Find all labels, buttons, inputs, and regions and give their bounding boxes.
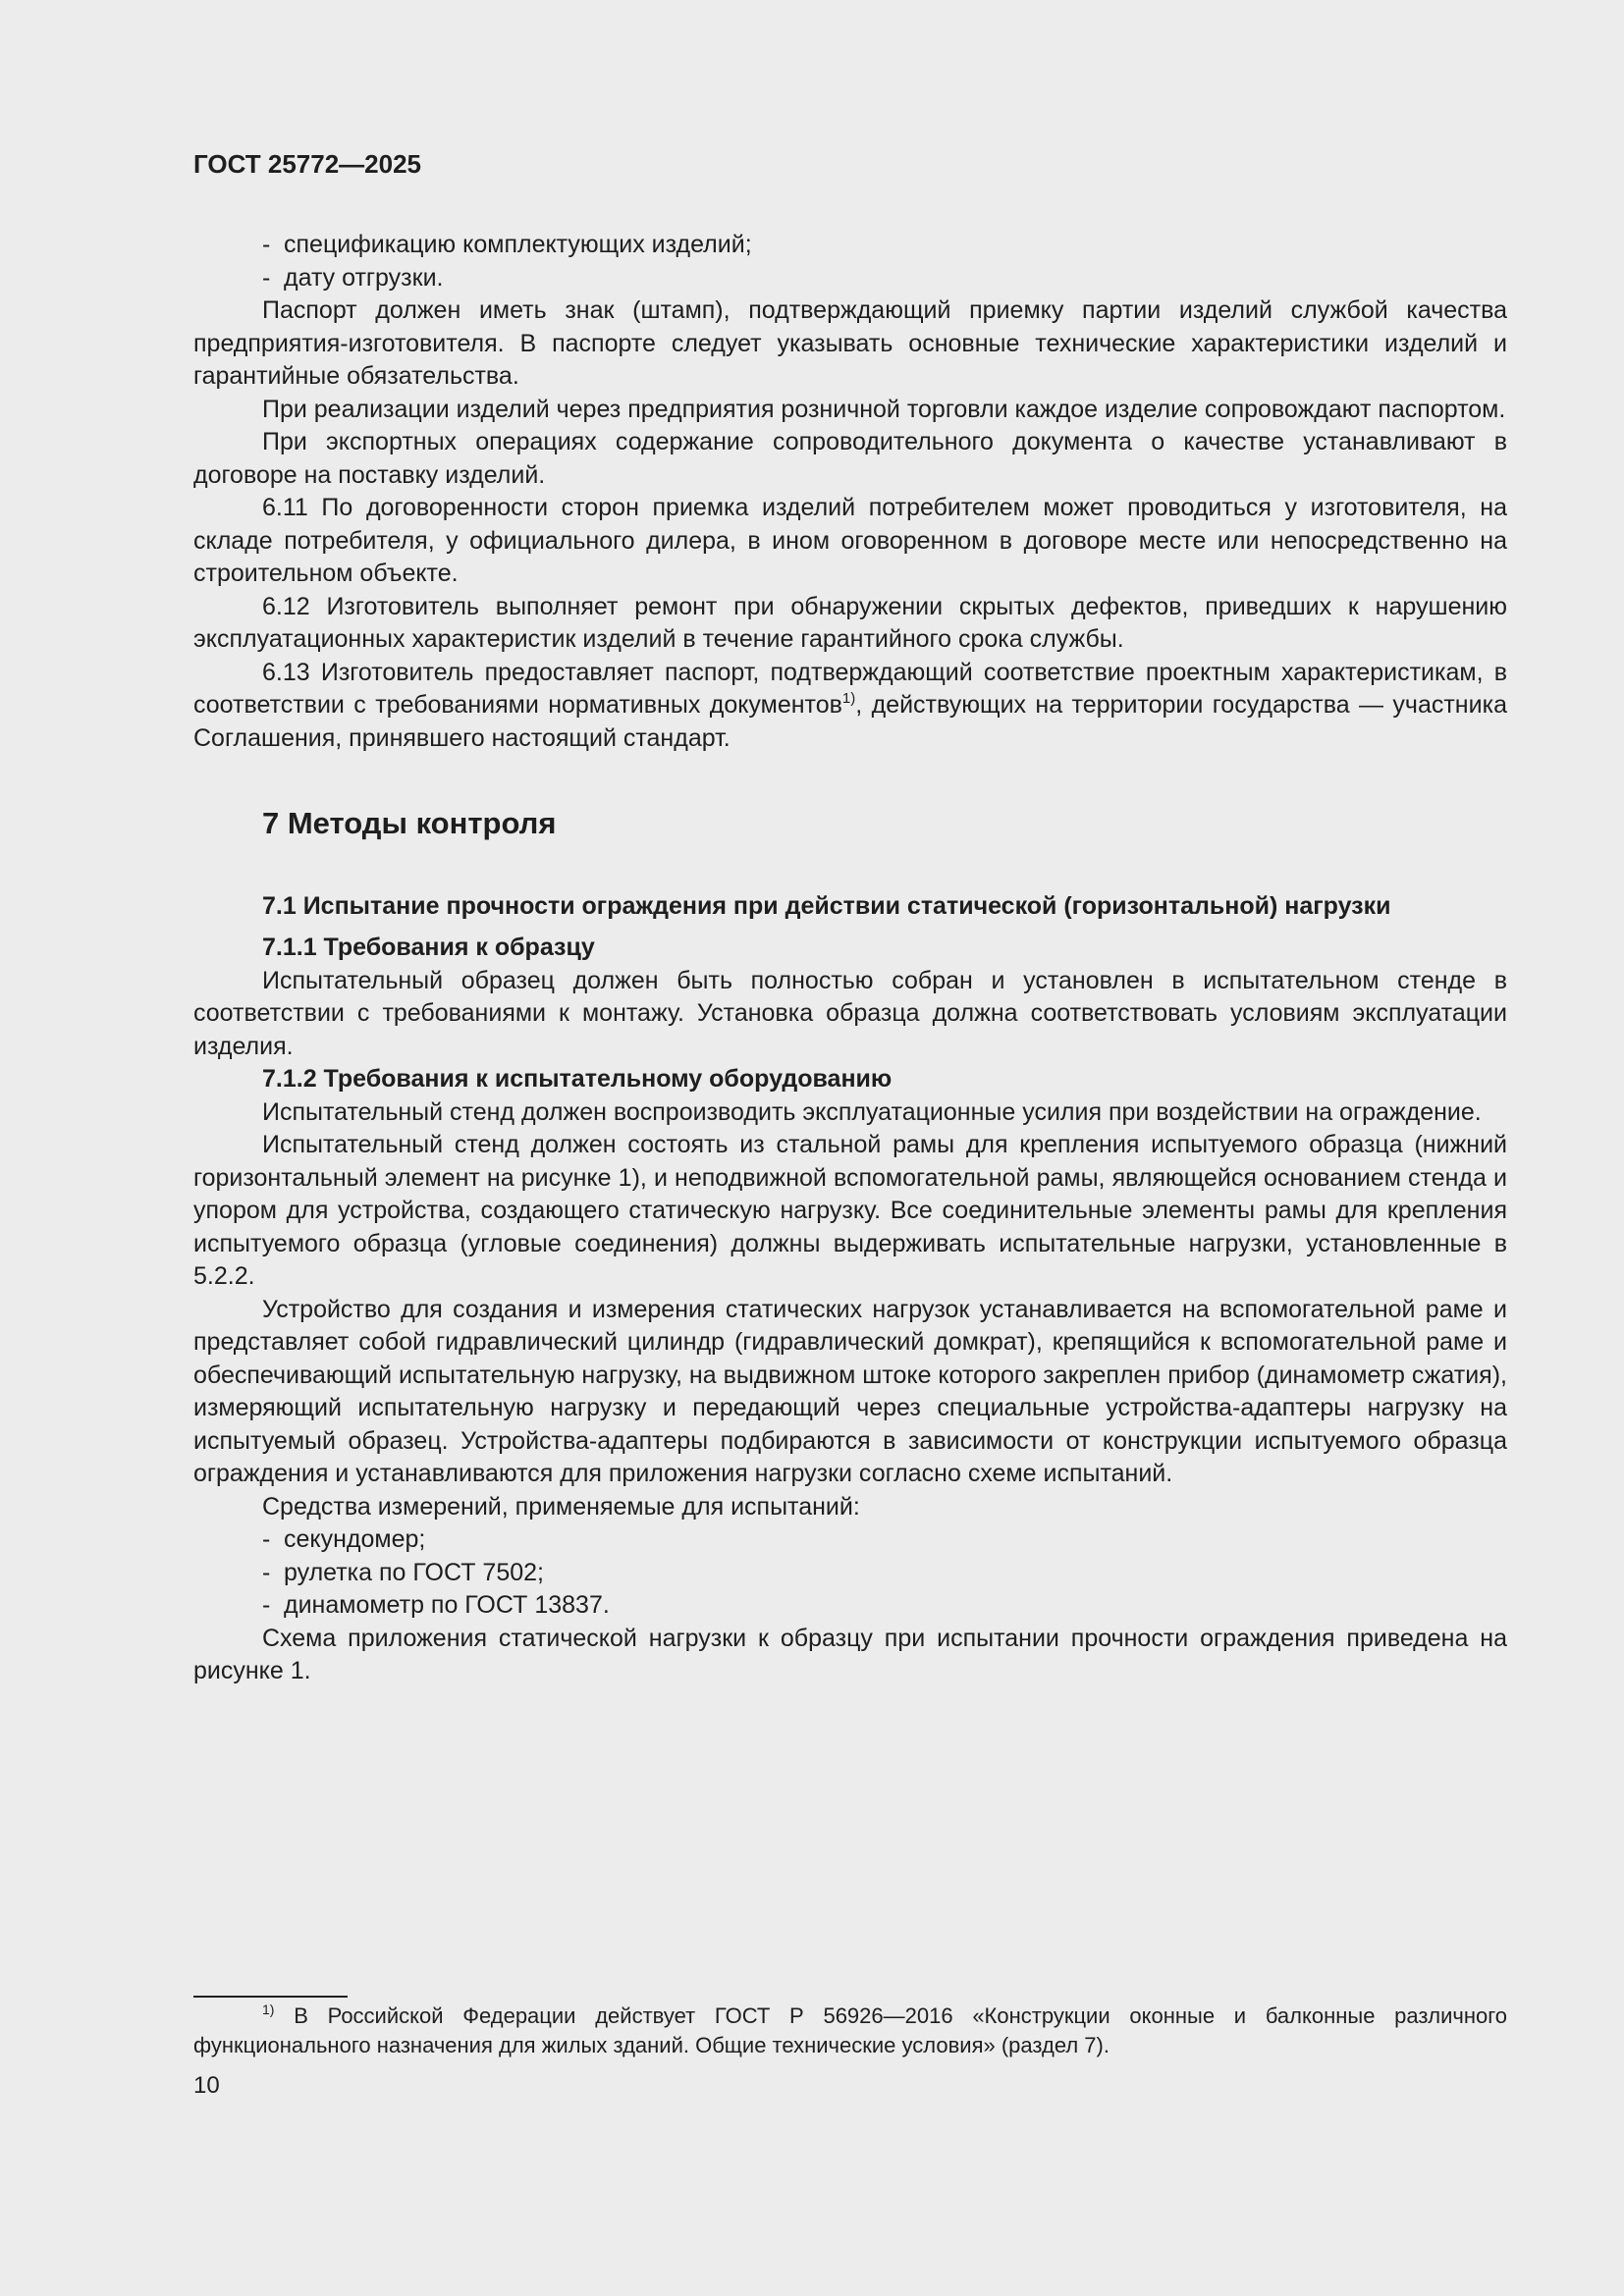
paragraph-passport-mark: Паспорт должен иметь знак (штамп), подтверждающий приемку партии изделий службой качества предприятия-изготовителя. В паспорте следует указывать основные технические характеристики изделий и гарантийные обязательства. <box>193 296 1507 390</box>
paragraph-load-device: Устройство для создания и измерения статических нагрузок устанавливается на вспомогательной раме и представляет собой гидравлический цилиндр (гидравлический домкрат), крепящийся к вспомогательной раме и обеспечивающий испытательную нагрузку, на выдвижном штоке которого закреплен прибор (динамометр сжатия), измеряющий испытательную нагрузку и передающий через специальные устройства-адаптеры нагрузку на испытуемый образец. Устройства-адаптеры подбираются в зависимости от конструкции испытуемого образца ограждения и устанавливаются для приложения нагрузки согласно схеме испытаний. <box>193 1295 1507 1487</box>
paragraph-load-scheme: Схема приложения статической нагрузки к образцу при испытании прочности ограждения приведена на рисунке 1. <box>193 1624 1507 1684</box>
footnote-divider <box>193 1996 348 1998</box>
footnote-reference: 1) <box>841 690 856 707</box>
list-dash: - <box>262 263 271 292</box>
paragraph-6-12: 6.12 Изготовитель выполняет ремонт при обнаружении скрытых дефектов, приведших к нарушению эксплуатационных характеристик изделий в течение гарантийного срока службы. <box>193 592 1507 653</box>
list-item-text: спецификацию комплектующих изделий; <box>284 231 752 258</box>
section-heading-7: 7 Методы контроля <box>262 806 557 840</box>
list-item-text: дату отгрузки. <box>284 263 444 292</box>
document-body <box>193 229 1507 1688</box>
paragraph-instruments: Средства измерений, применяемые для испытаний: <box>262 1492 860 1521</box>
list-item <box>193 1557 1507 1590</box>
subsection-heading-7-1-1: 7.1.1 Требования к образцу <box>262 934 595 961</box>
subsection-heading-7-1-2: 7.1.2 Требования к испытательному оборудованию <box>262 1065 893 1093</box>
paragraph-stand-forces: Испытательный стенд должен воспроизводить эксплуатационные усилия при воздействии на ограждение. <box>262 1097 1482 1126</box>
list-item-text: рулетка по ГОСТ 7502; <box>284 1558 544 1586</box>
list-item <box>193 229 1507 262</box>
footnote-text: В Российской Федерации действует ГОСТ Р 56926—2016 «Конструкции оконные и балконные различного функционального назначения для жилых зданий. Общие технические условия» (раздел 7). <box>193 2003 1507 2057</box>
subsection-heading-7-1: 7.1 Испытание прочности ограждения при действии статической (горизонтальной) нагрузки <box>262 892 1391 920</box>
paragraph-export: При экспортных операциях содержание сопроводительного документа о качестве устанавливают в договоре на поставку изделий. <box>193 428 1507 489</box>
list-item-text: динамометр по ГОСТ 13837. <box>284 1591 610 1619</box>
list-item <box>193 1589 1507 1623</box>
list-dash: - <box>262 1591 271 1619</box>
list-dash: - <box>262 1558 271 1586</box>
paragraph-6-13-text-end: , действующих на территории государства — участника Соглашения, принявшего настоящий стандарт. <box>193 691 1507 752</box>
footnote <box>193 2002 1507 2060</box>
document-header-id: ГОСТ 25772—2025 <box>193 149 421 179</box>
list-dash: - <box>262 1525 271 1553</box>
list-dash: - <box>262 231 271 258</box>
footnote-marker: 1) <box>262 2002 275 2017</box>
paragraph-retail: При реализации изделий через предприятия розничной торговли каждое изделие сопровождают паспортом. <box>262 395 1506 423</box>
paragraph-sample-requirements: Испытательный образец должен быть полностью собран и установлен в испытательном стенде в соответствии с требованиями к монтажу. Установка образца должна соответствовать условиям эксплуатации изделия. <box>193 966 1507 1060</box>
list-item <box>193 1523 1507 1557</box>
paragraph-6-13-text: 6.13 Изготовитель предоставляет паспорт, подтверждающий соответствие проектным характеристикам, в соответствии с требованиями нормативных документов <box>193 658 1507 719</box>
page-number: 10 <box>193 2072 220 2099</box>
list-item-text: секундомер; <box>284 1525 426 1553</box>
paragraph-6-13 <box>193 657 1507 756</box>
paragraph-stand-frame: Испытательный стенд должен состоять из стальной рамы для крепления испытуемого образца (нижний горизонтальный элемент на рисунке 1), и неподвижной вспомогательной рамы, являющейся основанием стенда и упором для устройства, создающего статическую нагрузку. Все соединительные элементы рамы для крепления испытуемого образца (угловые соединения) должны выдерживать испытательные нагрузки, установленные в 5.2.2. <box>193 1131 1507 1290</box>
list-item <box>193 262 1507 295</box>
paragraph-6-11: 6.11 По договоренности сторон приемка изделий потребителем может проводиться у изготовителя, на складе потребителя, у официального дилера, в ином оговоренном в договоре месте или непосредственно на строительном объекте. <box>193 494 1507 587</box>
